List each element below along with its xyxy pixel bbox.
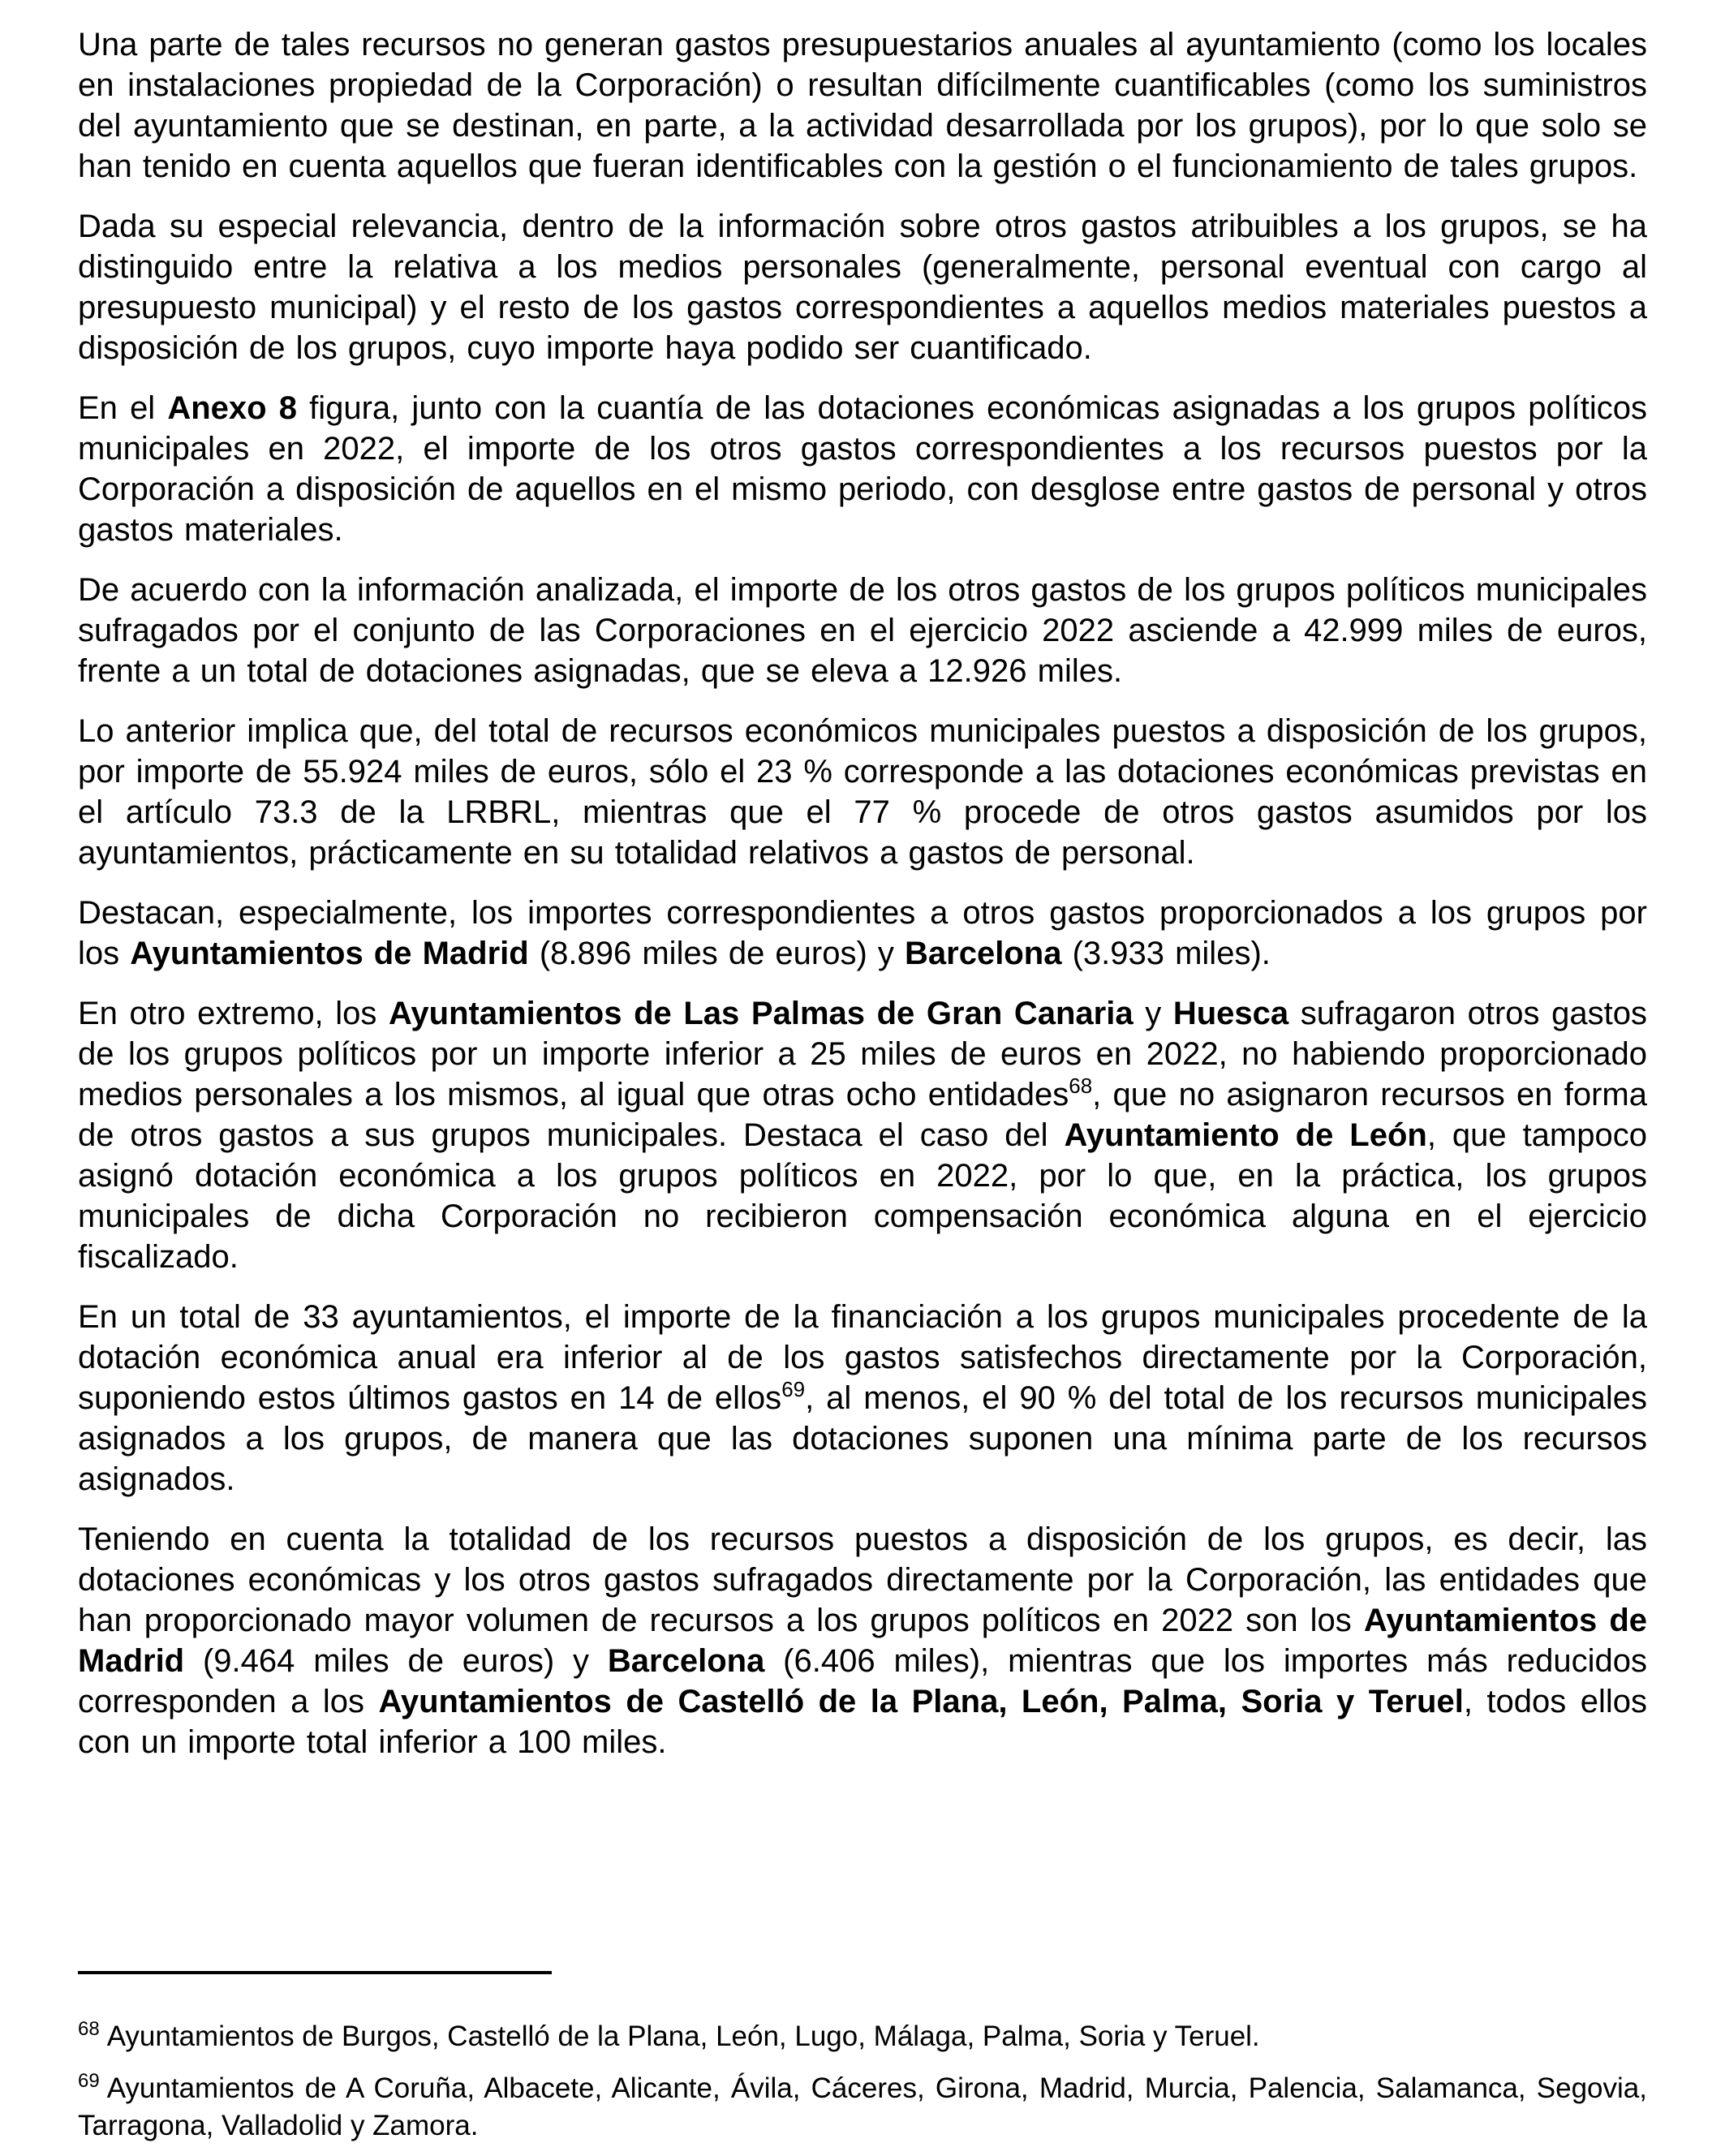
paragraph-2 (78, 206, 1647, 368)
paragraph-9-text-cont-2: (6.406 miles), mientras que los importes más reducidos corresponden a los (78, 1643, 1648, 1719)
footnote-69 (78, 2070, 1647, 2145)
footnotes-section (78, 1971, 1647, 2145)
paragraph-8-text: En un total de 33 ayuntamientos, el importe de la financiación a los grupos municipales procedente de la dotación económica anual era inferior al de los gastos satisfechos directamente por la Corporación, suponiendo estos últimos gastos en 14 de ellos (78, 1299, 1647, 1416)
paragraph-7-text-cont-2: sufragaron otros gastos de los grupos políticos por un importe inferior a 25 miles de euros en 2022, no habiendo proporcionado medios personales a los mismos, al igual que otras ocho entidades (78, 996, 1647, 1112)
paragraph-6-text: Destacan, especialmente, los importes correspondientes a otros gastos proporcionados a los grupos por los (78, 895, 1647, 971)
paragraph-1 (78, 24, 1647, 187)
footnote-68-marker: 68 (78, 2018, 100, 2040)
footnote-68-text: Ayuntamientos de Burgos, Castelló de la Plana, León, Lugo, Málaga, Palma, Soria y Teruel. (106, 2020, 1260, 2052)
ayuntamiento-leon-bold-text: Ayuntamiento de León (1064, 1117, 1427, 1153)
paragraph-7-text: En otro extremo, los (78, 996, 389, 1031)
footnote-69-text: Ayuntamientos de A Coruña, Albacete, Alicante, Ávila, Cáceres, Girona, Madrid, Murcia, Palencia, Salamanca, Segovia, Tarragona, Valladolid y Zamora. (78, 2072, 1647, 2141)
ayuntamientos-castello-bold-text: Ayuntamientos de Castelló de la Plana, León, Palma, Soria y Teruel (378, 1684, 1464, 1719)
paragraph-7-text-cont-3: , que no asignaron recursos en forma de otros gastos a sus grupos municipales. Destaca el caso del (78, 1077, 1647, 1153)
paragraph-8-text-cont: , al menos, el 90 % del total de los recursos municipales asignados a los grupos, de manera que las dotaciones suponen una mínima parte de los recursos asignados. (78, 1380, 1648, 1497)
paragraph-5 (78, 711, 1647, 873)
paragraph-9-text-cont-3: , todos ellos con un importe total inferior a 100 miles. (78, 1684, 1648, 1760)
paragraph-3-text: En el (78, 390, 168, 426)
footnote-69-marker: 69 (78, 2070, 100, 2092)
paragraph-5-text: Lo anterior implica que, del total de recursos económicos municipales puestos a disposición de los grupos, por importe de 55.924 miles de euros, sólo el 23 % corresponde a las dotaciones económicas previstas en el artículo 73.3 de la LRBRL, mientras que el 77 % procede de otros gastos asumidos por los ayuntamientos, prácticamente en su totalidad relativos a gastos de personal. (78, 713, 1647, 871)
paragraph-9 (78, 1519, 1647, 1762)
paragraph-8 (78, 1297, 1647, 1500)
footnote-separator (78, 1971, 552, 1974)
huesca-bold-text: Huesca (1172, 996, 1289, 1031)
paragraph-7 (78, 993, 1647, 1277)
paragraph-6 (78, 893, 1647, 974)
document-content (78, 24, 1647, 1782)
paragraph-2-text: Dada su especial relevancia, dentro de la información sobre otros gastos atribuibles a los grupos, se ha distinguido entre la relativa a los medios personales (generalmente, personal eventual con cargo al presupuesto municipal) y el resto de los gastos correspondientes a aquellos medios materiales puestos a disposición de los grupos, cuyo importe haya podido ser cuantificado. (78, 209, 1647, 366)
paragraph-9-text-cont-1: (9.464 miles de euros) y (184, 1643, 608, 1679)
paragraph-3 (78, 388, 1647, 550)
footnote-ref-69: 69 (781, 1377, 806, 1401)
barcelona-bold-text: Barcelona (905, 936, 1062, 971)
ayuntamientos-las-palmas-bold-text: Ayuntamientos de Las Palmas de Gran Canaria (389, 996, 1134, 1031)
anexo-8-bold-text: Anexo 8 (167, 390, 297, 426)
paragraph-6-text-cont-2: (3.933 miles). (1061, 936, 1271, 971)
barcelona-bold-text-2: Barcelona (607, 1643, 765, 1679)
ayuntamientos-madrid-bold-text-2: Ayuntamientos de Madrid (78, 1603, 1647, 1679)
ayuntamientos-madrid-bold-text: Ayuntamientos de Madrid (130, 936, 529, 971)
paragraph-1-text: Una parte de tales recursos no generan gastos presupuestarios anuales al ayuntamiento (como los locales en instalaciones propiedad de la Corporación) o resultan difícilmente cuantificables (como los suministros del ayuntamiento que se destinan, en parte, a la actividad desarrollada por los grupos), por lo que solo se han tenido en cuenta aquellos que fueran identificables con la gestión o el funcionamiento de tales grupos. (78, 27, 1647, 184)
paragraph-7-text-cont-1: y (1133, 996, 1173, 1031)
paragraph-4-text: De acuerdo con la información analizada, el importe de los otros gastos de los grupos políticos municipales sufragados por el conjunto de las Corporaciones en el ejercicio 2022 asciende a 42.999 miles de euros, frente a un total de dotaciones asignadas, que se eleva a 12.926 miles. (78, 572, 1647, 689)
paragraph-9-text: Teniendo en cuenta la totalidad de los recursos puestos a disposición de los grupos, es decir, las dotaciones económicas y los otros gastos sufragados directamente por la Corporación, las entidades que han proporcionado mayor volumen de recursos a los grupos políticos en 2022 son los (78, 1521, 1647, 1638)
paragraph-3-text-cont: figura, junto con la cuantía de las dotaciones económicas asignadas a los grupos políticos municipales en 2022, el importe de los otros gastos correspondientes a los recursos puestos por la Corporación a disposición de aquellos en el mismo periodo, con desglose entre gastos de personal y otros gastos materiales. (78, 390, 1648, 548)
paragraph-7-text-cont-4: , que tampoco asignó dotación económica a los grupos políticos en 2022, por lo que, en la práctica, los grupos municipales de dicha Corporación no recibieron compensación económica alguna en el ejercicio fiscalizado. (78, 1117, 1647, 1275)
footnote-68 (78, 2018, 1647, 2055)
paragraph-4 (78, 570, 1647, 691)
paragraph-6-text-cont-1: (8.896 miles de euros) y (528, 936, 906, 971)
footnote-ref-68: 68 (1069, 1074, 1093, 1098)
